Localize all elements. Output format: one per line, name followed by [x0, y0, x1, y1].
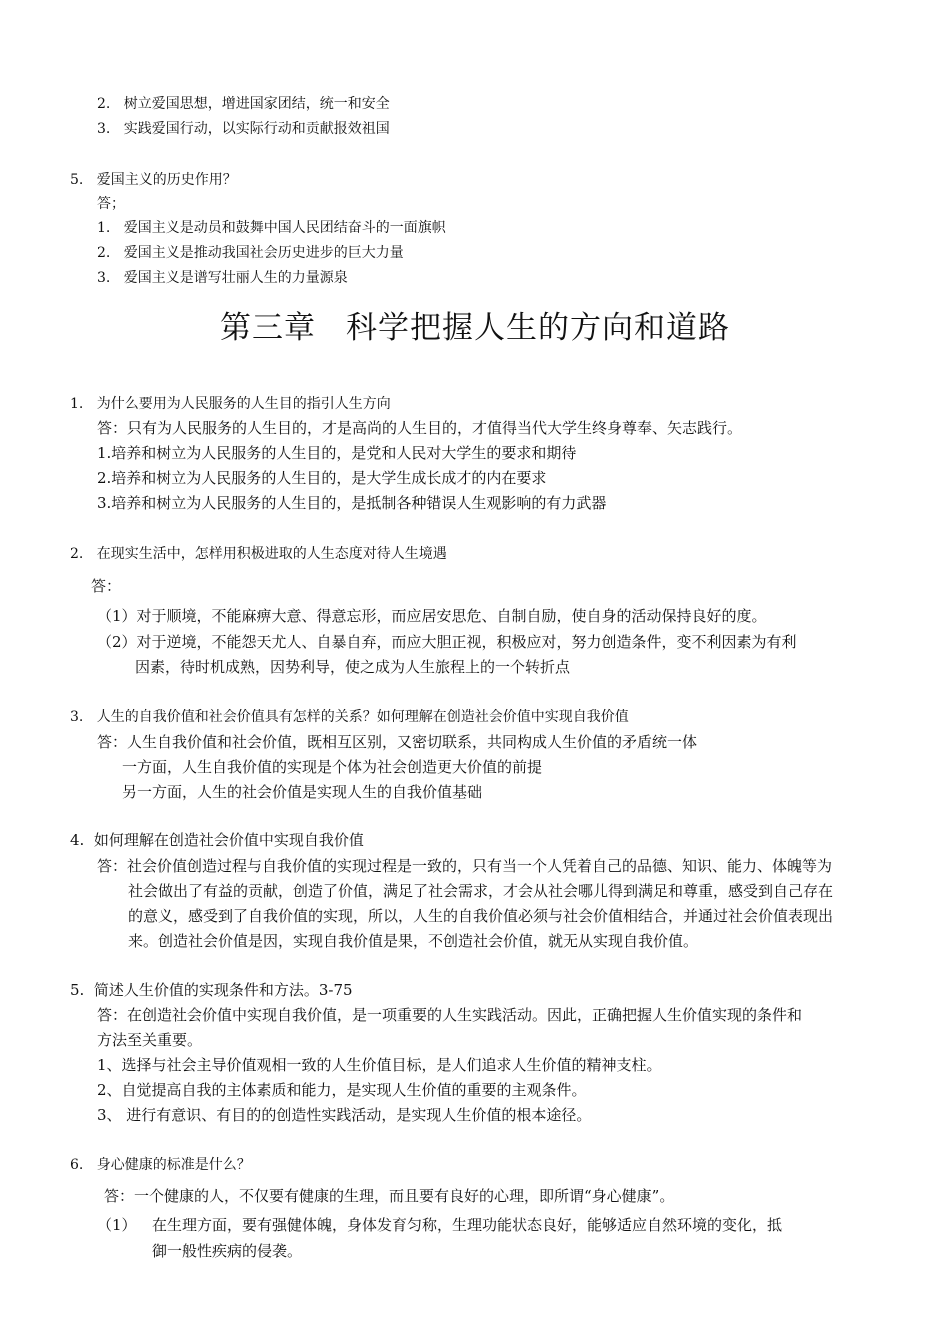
answer-point: （1）对于顺境，不能麻痹大意、得意忘形，而应居安思危、自制自励，使自身的活动保持良好的度。 — [97, 607, 767, 625]
answer-point: （2）对于逆境，不能怨天尤人、自暴自弃，而应大胆正视，积极应对，努力创造条件，变不利因素为有利 — [97, 633, 797, 651]
list-item: 3. 爱国主义是谱写壮丽人生的力量源泉 — [97, 270, 348, 286]
answer-text-continued: 社会做出了有益的贡献，创造了价值，满足了社会需求，才会从社会哪儿得到满足和尊重，感受到自己存在 — [128, 882, 834, 900]
question-heading: 3. 人生的自我价值和社会价值具有怎样的关系？如何理解在创造社会价值中实现自我价值 — [70, 709, 629, 725]
question-heading: 2. 在现实生活中，怎样用积极进取的人生态度对待人生境遇 — [70, 546, 447, 562]
answer-point: 2、自觉提高自我的主体素质和能力，是实现人生价值的重要的主观条件。 — [97, 1081, 587, 1099]
answer-text-continued: 的意义，感受到了自我价值的实现，所以，人生的自我价值必须与社会价值相结合，并通过社会价值表现出 — [128, 907, 834, 925]
question-heading: 4. 如何理解在创造社会价值中实现自我价值 — [70, 831, 364, 849]
answer-point: 在生理方面，要有强健体魄，身体发育匀称，生理功能状态良好，能够适应自然环境的变化，抵 — [152, 1216, 783, 1234]
answer-point-label: （1） — [97, 1216, 137, 1234]
answer-text: 答：在创造社会价值中实现自我价值，是一项重要的人生实践活动。因此，正确把握人生价值实现的条件和 — [97, 1006, 803, 1024]
question-heading: 6. 身心健康的标准是什么？ — [70, 1157, 251, 1173]
answer-point-continued: 御一般性疾病的侵袭。 — [152, 1242, 303, 1260]
answer-point: 一方面，人生自我价值的实现是个体为社会创造更大价值的前提 — [122, 758, 543, 776]
answer-point: 另一方面，人生的社会价值是实现人生的自我价值基础 — [122, 783, 483, 801]
answer-text: 答：社会价值创造过程与自我价值的实现过程是一致的，只有当一个人凭着自己的品德、知识、能力、体魄等为 — [97, 857, 833, 875]
answer-text: 答：只有为人民服务的人生目的，才是高尚的人生目的，才值得当代大学生终身尊奉、矢志践行。 — [97, 419, 743, 437]
list-item: 2. 树立爱国思想，增进国家团结，统一和安全 — [97, 96, 390, 112]
chapter-title — [0, 308, 950, 348]
answer-point: 2.培养和树立为人民服务的人生目的，是大学生成长成才的内在要求 — [97, 469, 547, 487]
answer-point: 1、选择与社会主导价值观相一致的人生价值目标，是人们追求人生价值的精神支柱。 — [97, 1056, 662, 1074]
answer-point: 3.培养和树立为人民服务的人生目的，是抵制各种错误人生观影响的有力武器 — [97, 494, 607, 512]
answer-label: 答； — [97, 196, 125, 212]
answer-text: 答：人生自我价值和社会价值，既相互区别，又密切联系，共同构成人生价值的矛盾统一体 — [97, 733, 698, 751]
chapter-name: 科学把握人生的方向和道路 — [346, 310, 730, 346]
answer-point: 3、 进行有意识、有目的的创造性实践活动，是实现人生价值的根本途径。 — [97, 1106, 592, 1124]
list-item: 2. 爱国主义是推动我国社会历史进步的巨大力量 — [97, 245, 404, 261]
question-heading: 5. 爱国主义的历史作用？ — [70, 172, 237, 188]
question-heading: 5. 简述人生价值的实现条件和方法。3-75 — [70, 981, 353, 999]
question-heading: 1. 为什么要用为人民服务的人生目的指引人生方向 — [70, 396, 391, 412]
list-item: 3. 实践爱国行动，以实际行动和贡献报效祖国 — [97, 121, 390, 137]
answer-point: 1.培养和树立为人民服务的人生目的，是党和人民对大学生的要求和期待 — [97, 444, 577, 462]
answer-text-continued: 来。创造社会价值是因，实现自我价值是果，不创造社会价值，就无从实现自我价值。 — [128, 932, 699, 950]
answer-text-continued: 方法至关重要。 — [97, 1031, 203, 1049]
chapter-number: 第三章 — [220, 310, 316, 346]
answer-point-continued: 因素，待时机成熟，因势利导，使之成为人生旅程上的一个转折点 — [135, 658, 571, 676]
answer-label: 答： — [91, 577, 122, 595]
list-item: 1. 爱国主义是动员和鼓舞中国人民团结奋斗的一面旗帜 — [97, 220, 446, 236]
answer-text: 答：一个健康的人，不仅要有健康的生理，而且要有良好的心理，即所谓“身心健康”。 — [104, 1187, 675, 1205]
